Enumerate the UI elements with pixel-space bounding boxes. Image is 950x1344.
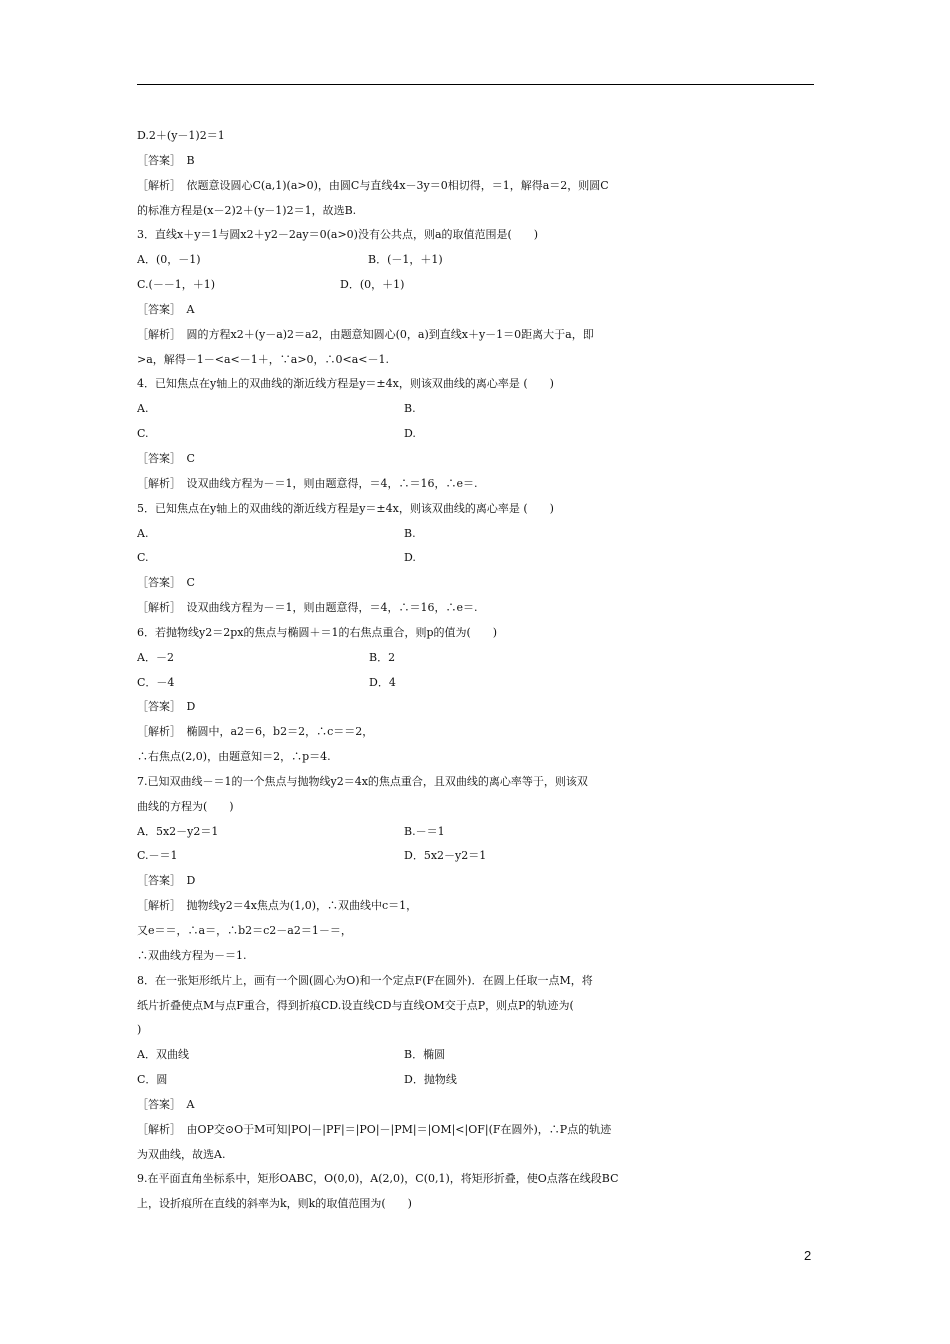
option-row (137, 397, 827, 422)
option-right: D．5x2－y2＝1 (404, 849, 487, 863)
text-line: ［答案］ D (137, 700, 196, 714)
text-line: 为双曲线，故选A. (137, 1147, 226, 1161)
option-right: D. (404, 551, 416, 565)
option-row (137, 671, 827, 696)
text-line: ∴右焦点(2,0)，由题意知＝2，∴p＝4. (137, 750, 331, 764)
text-line: >a，解得－1－<a<－1＋，∵a>0，∴0<a<－1. (137, 352, 390, 366)
option-right: B．椭圆 (404, 1048, 446, 1062)
text-line: 4．已知焦点在y轴上的双曲线的渐近线方程是y＝±4x，则该双曲线的离心率是 ( ) (137, 377, 554, 391)
text-line: ［解析］ 设双曲线方程为－＝1，则由题意得，＝4，∴＝16，∴e＝. (137, 476, 478, 490)
option-row (137, 646, 827, 671)
option-left: A．－2 (137, 650, 174, 664)
text-line: ［答案］ B (137, 153, 195, 167)
option-row (137, 248, 827, 273)
option-left: C．－4 (137, 675, 175, 689)
page-number: 2 (804, 1248, 812, 1263)
option-row (137, 820, 827, 845)
option-left: A．双曲线 (137, 1048, 189, 1062)
option-left: A. (137, 402, 149, 416)
option-right: B.－＝1 (404, 824, 445, 838)
option-right: B．2 (369, 650, 396, 664)
text-line: 3．直线x＋y＝1与圆x2＋y2－2ay＝0(a>0)没有公共点，则a的取值范围是( ) (137, 228, 539, 242)
option-left: C.－＝1 (137, 849, 178, 863)
text-line: ［解析］ 由OP交⊙O于M可知|PO|－|PF|＝|PO|－|PM|＝|OM|<|OF|(F在圆外)，∴P点的轨迹 (137, 1122, 612, 1136)
text-line: ［答案］ A (137, 1097, 195, 1111)
option-row (137, 1068, 827, 1093)
text-line: 5．已知焦点在y轴上的双曲线的渐近线方程是y＝±4x，则该双曲线的离心率是 ( ) (137, 501, 554, 515)
option-right: D．抛物线 (404, 1073, 457, 1087)
document-body (137, 124, 827, 1217)
text-line: ［答案］ C (137, 576, 195, 590)
option-right: B．(－1，＋1) (368, 253, 443, 267)
text-line: 又e＝＝，∴a＝，∴b2＝c2－a2＝1－＝， (137, 924, 352, 937)
option-right: B. (404, 402, 416, 416)
option-row (137, 273, 827, 298)
text-line: ［解析］ 圆的方程x2＋(y－a)2＝a2，由题意知圆心(0，a)到直线x＋y－1＝0距离大于a，即 (137, 327, 594, 341)
option-row (137, 844, 827, 869)
option-right: B. (404, 526, 416, 540)
text-line: 纸片折叠使点M与点F重合，得到折痕CD.设直线CD与直线OM交于点P，则点P的轨迹为( (137, 998, 574, 1012)
text-line: ［答案］ D (137, 874, 196, 888)
option-row (137, 422, 827, 447)
text-line: ［解析］ 依题意设圆心C(a,1)(a>0)，由圆C与直线4x－3y＝0相切得，＝1，解得a＝2，则圆C (137, 178, 609, 192)
option-right: D．4 (369, 675, 396, 689)
option-left: C．圆 (137, 1073, 168, 1087)
option-left: C. (137, 551, 149, 565)
option-left: A．5x2－y2＝1 (137, 824, 219, 838)
text-line: D.2＋(y－1)2＝1 (137, 129, 225, 142)
option-left: C.(－－1，＋1) (137, 278, 216, 292)
text-line: ［解析］ 椭圆中，a2＝6，b2＝2，∴c＝＝2， (137, 725, 374, 739)
header-rule (137, 84, 814, 85)
option-left: C. (137, 427, 149, 441)
text-line: ∴双曲线方程为－＝1. (137, 948, 247, 962)
option-right: D．(0，＋1) (340, 278, 405, 292)
text-line: 的标准方程是(x－2)2＋(y－1)2＝1，故选B. (137, 203, 357, 217)
text-line: ［答案］ C (137, 451, 195, 465)
text-line: 6．若抛物线y2＝2px的焦点与椭圆＋＝1的右焦点重合，则p的值为( ) (137, 625, 498, 639)
option-left: A. (137, 526, 149, 540)
option-row (137, 546, 827, 571)
text-line: ［解析］ 设双曲线方程为－＝1，则由题意得，＝4，∴＝16，∴e＝. (137, 601, 478, 615)
text-line: 9.在平面直角坐标系中，矩形OABC，O(0,0)，A(2,0)，C(0,1)，将矩形折叠，使O点落在线段BC (137, 1172, 619, 1186)
option-row (137, 522, 827, 547)
text-line: ［答案］ A (137, 302, 195, 316)
option-row (137, 1043, 827, 1068)
text-line: 8．在一张矩形纸片上，画有一个圆(圆心为O)和一个定点F(F在圆外)．在圆上任取一点M，将 (137, 973, 593, 987)
text-line: 7.已知双曲线－＝1的一个焦点与抛物线y2＝4x的焦点重合，且双曲线的离心率等于，则该双 (137, 774, 588, 788)
text-line: ) (137, 1023, 142, 1037)
text-line: 曲线的方程为( ) (137, 799, 234, 813)
option-left: A．(0，－1) (137, 253, 201, 267)
text-line: ［解析］ 抛物线y2＝4x焦点为(1,0)，∴双曲线中c＝1， (137, 899, 418, 913)
text-line: 上，设折痕所在直线的斜率为k，则k的取值范围为( ) (137, 1197, 412, 1211)
option-right: D. (404, 427, 416, 441)
